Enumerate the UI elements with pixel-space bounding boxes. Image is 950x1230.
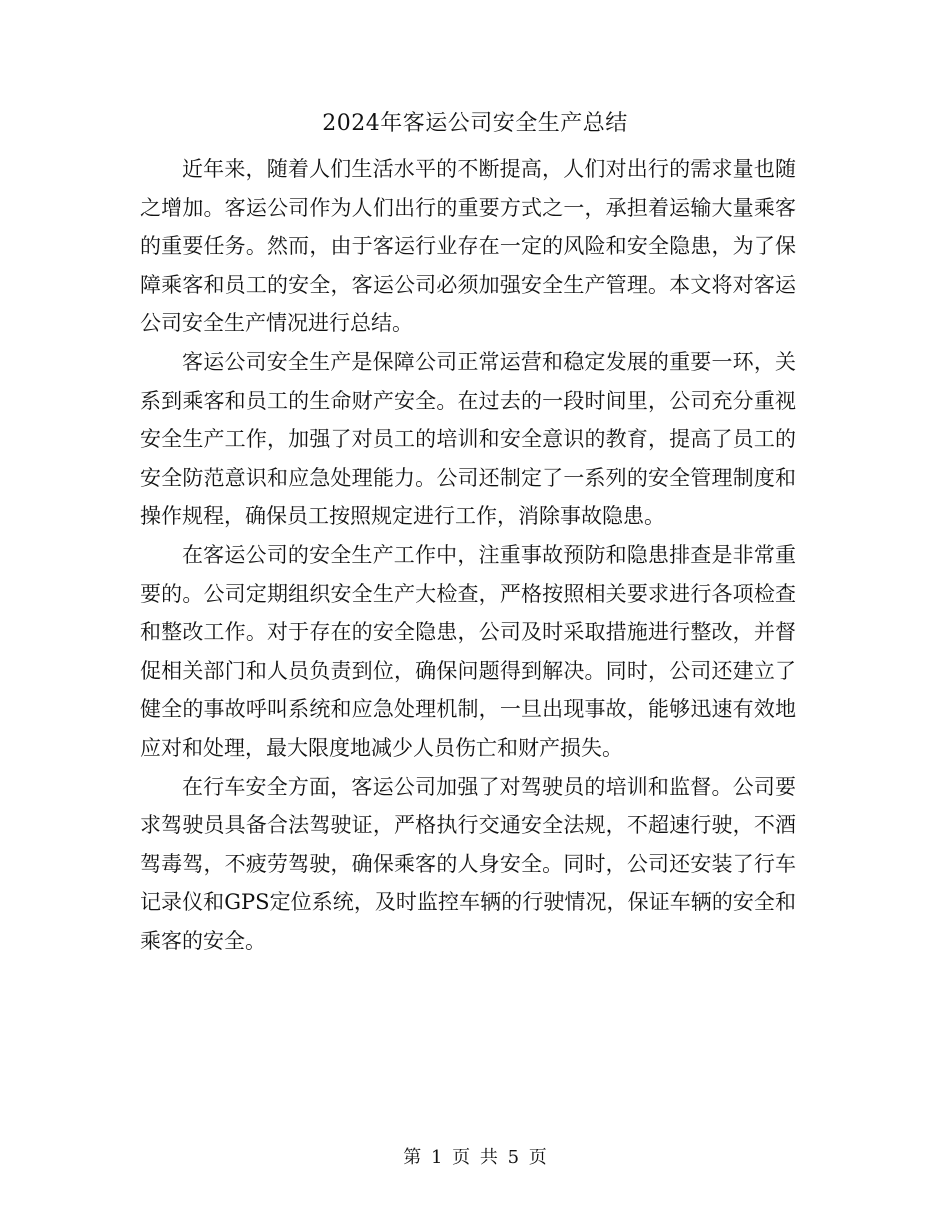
paragraph-accident-prevention: 在客运公司的安全生产工作中，注重事故预防和隐患排查是非常重要的。公司定期组织安全生产大检查，严格按照相关要求进行各项检查和整改工作。对于存在的安全隐患，公司及时采取措施进行整改，并督促相关部门和人员负责到位，确保问题得到解决。同时，公司还建立了健全的事故呼叫系统和应急处理机制，一旦出现事故，能够迅速有效地应对和处理，最大限度地减少人员伤亡和财产损失。 [140,542,796,760]
document-title: 2024年客运公司安全生产总结 [322,111,628,136]
paragraph-driving-safety: 在行车安全方面，客运公司加强了对驾驶员的培训和监督。公司要求驾驶员具备合法驾驶证，严格执行交通安全法规，不超速行驶，不酒驾毒驾，不疲劳驾驶，确保乘客的人身安全。同时，公司还安装了行车记录仪和GPS定位系统，及时监控车辆的行驶情况，保证车辆的安全和乘客的安全。 [140,774,796,953]
paragraph-safety-management: 客运公司安全生产是保障公司正常运营和稳定发展的重要一环，关系到乘客和员工的生命财产安全。在过去的一段时间里，公司充分重视安全生产工作，加强了对员工的培训和安全意识的教育，提高了员工的安全防范意识和应急处理能力。公司还制定了一系列的安全管理制度和操作规程，确保员工按照规定进行工作，消除事故隐患。 [140,349,796,529]
page-number-footer: 第 1 页 共 5 页 [403,1147,547,1168]
paragraph-intro: 近年来，随着人们生活水平的不断提高，人们对出行的需求量也随之增加。客运公司作为人们出行的重要方式之一，承担着运输大量乘客的重要任务。然而，由于客运行业存在一定的风险和安全隐患，为了保障乘客和员工的安全，客运公司必须加强安全生产管理。本文将对客运公司安全生产情况进行总结。 [140,157,796,336]
document-body [140,150,796,960]
